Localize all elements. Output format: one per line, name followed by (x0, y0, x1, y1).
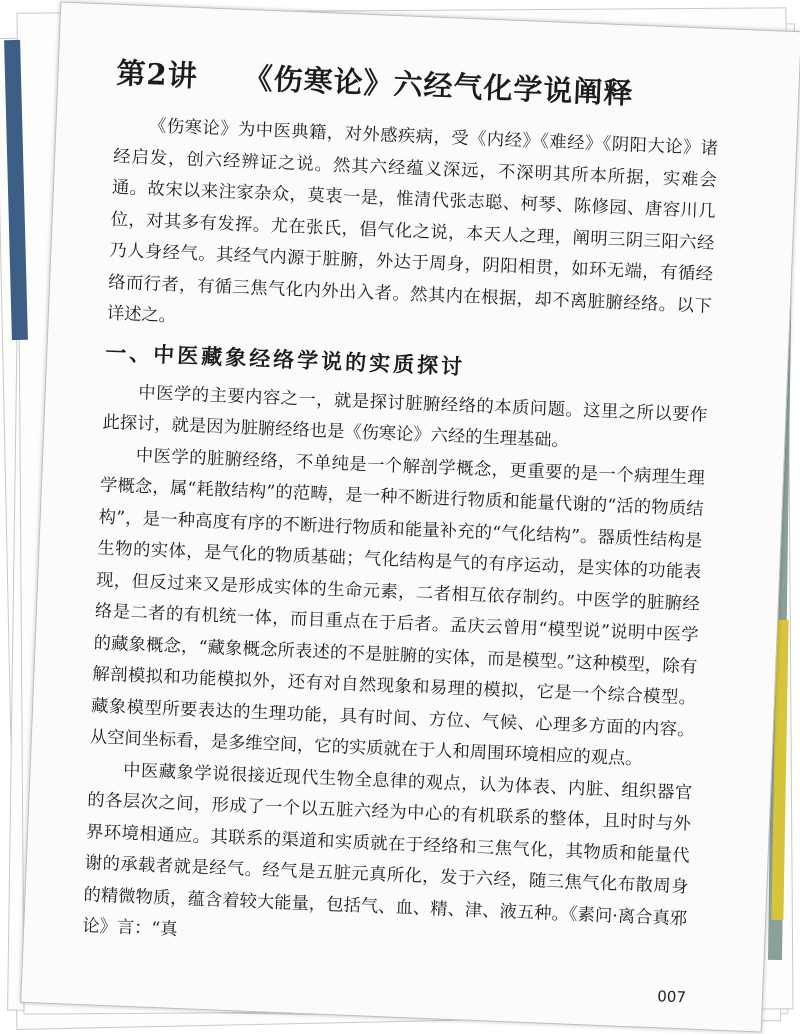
lecture-title-text: 《伤寒论》六经气化学说阐释 (242, 60, 635, 111)
page-number: 007 (656, 987, 687, 1007)
body-paragraph: 中医学的主要内容之一，就是探讨脏腑经络的本质问题。这里之所以要作此探讨，就是因为脏腑经络也是《伤寒论》六经的生理基础。 (102, 382, 708, 452)
lecture-title (116, 51, 721, 116)
body-paragraph: 中医学的脏腑经络，不单纯是一个解剖学概念，更重要的是一个病理生理学概念，属“耗散结构”的范畴，是一种不断进行物质和能量代谢的“活的物质结构”，是一种高度有序的不断进行物质和能量补充的“气化结构”。器质性结构是生物的实体，是气化的物质基础；气化结构是气的有序运动，是实体的功能表现，但反过来又是形成实体的生命元素，二者相互依存制约。中医学的脏腑经络是二者的有机统一体，而目重点在于后者。孟庆云曾用“模型说”说明中医学的藏象概念，“藏象概念所表述的不是脏腑的实体，而是模型。”这种模型，除有解剖模拟和功能模拟外，还有对自然现象和易理的模拟，它是一个综合模型。藏象模型所要表达的生理功能，具有时间、方位、气候、心理多方面的内容。从空间坐标看，是多维空间，它的实质就在于人和周围环境相应的观点。 (89, 445, 706, 770)
lecture-number: 第2讲 (115, 55, 199, 94)
page-content (82, 51, 721, 967)
book-page (20, 2, 800, 1033)
intro-paragraph: 《伤寒论》为中医典籍，对外感疾病，受《内经》《难经》《阴阳大论》诸经启发，创六经辨证之说。然其六经蕴义深远，不深明其所本所据，实难会通。故宋以来注家杂众，莫衷一是，惟清代张志聪、柯琴、陈修园、唐容川几位，对其多有发挥。尤在张氏，倡气化之说，本天人之理，阐明三阴三阳六经乃人身经气。其经气内源于脏腑，外达于周身，阴阳相贯，如环无端，有循经络而行者，有循三焦气化内外出入者。然其内在根据，却不离脏腑经络。以下详述之。 (106, 116, 719, 327)
body-paragraph: 中医藏象学说很接近现代生物全息律的观点，认为体表、内脏、组织器官的各层次之间，形成了一个以五脏六经为中心的有机联系的整体，且时时与外界环境相通应。其联系的渠道和实质就在于经络和三焦气化，其物质和能量代谢的承载者就是经气。经气是五脏元真所化，发于六经，随三焦气化布散周身的精微物质，蕴含着较大能量，包括气、血、精、津、液五种。《素问·离合真邪论》言：“真 (81, 760, 693, 940)
section-heading: 一、中医藏象经络学说的实质探讨 (104, 339, 466, 379)
